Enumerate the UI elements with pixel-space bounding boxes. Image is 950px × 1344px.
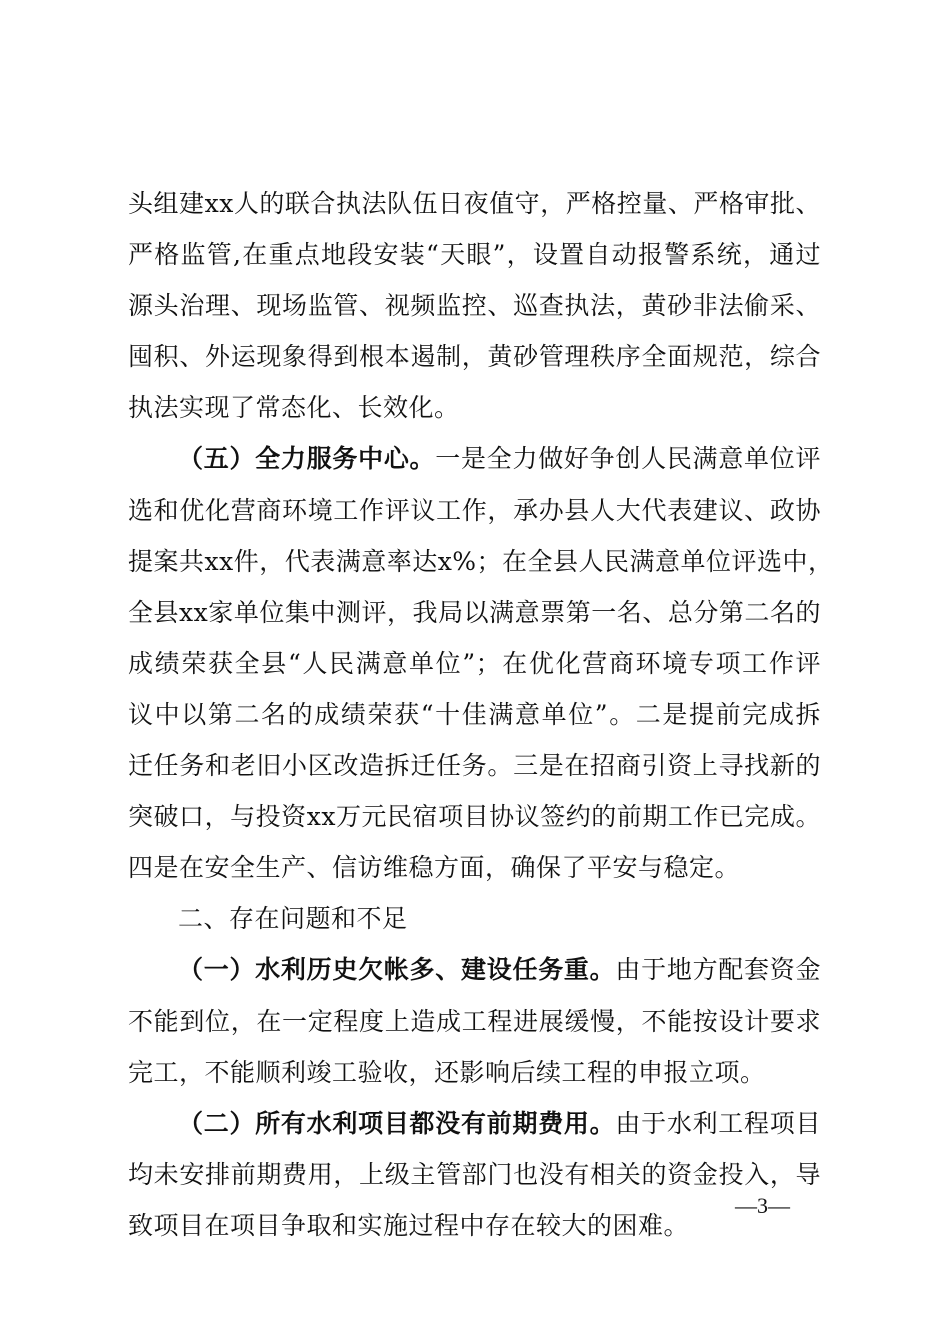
text-line xyxy=(128,998,821,1046)
line-text: 执法实现了常态化、长效化。 xyxy=(128,393,460,423)
paragraph-lead-heading: （一）水利历史欠帐多、建设任务重。 xyxy=(178,955,616,985)
line-text: 提案共xx件，代表满意率达x%；在全县人民满意单位评选中， xyxy=(128,546,834,576)
text-line xyxy=(128,589,821,637)
text-line xyxy=(128,180,821,228)
text-line xyxy=(128,1049,821,1097)
document-body xyxy=(128,180,834,1253)
text-line xyxy=(128,1100,821,1148)
text-line xyxy=(128,435,821,483)
line-text: 头组建xx人的联合执法队伍日夜值守，严格控量、严格审批、 xyxy=(128,189,821,218)
line-text: 成绩荣获全县“人民满意单位”；在优化营商环境专项工作评 xyxy=(128,648,821,678)
line-text: 全县xx家单位集中测评，我局以满意票第一名、总分第二名的 xyxy=(128,597,821,627)
text-line xyxy=(128,487,821,535)
line-text: 致项目在项目争取和实施过程中存在较大的困难。 xyxy=(128,1210,690,1240)
line-text: 选和优化营商环境工作评议工作，承办县人大代表建议、政协 xyxy=(128,495,821,525)
text-line xyxy=(128,333,821,381)
text-line xyxy=(128,538,834,586)
text-line xyxy=(128,231,821,279)
line-text: 不能到位，在一定程度上造成工程进展缓慢，不能按设计要求 xyxy=(128,1006,821,1036)
line-text: 由于地方配套资金 xyxy=(615,955,821,985)
line-text: 均未安排前期费用，上级主管部门也没有相关的资金投入，导 xyxy=(128,1159,821,1189)
line-text: 严格监管,在重点地段安装“天眼”，设置自动报警系统，通过 xyxy=(128,240,821,270)
line-text: 迁任务和老旧小区改造拆迁任务。三是在招商引资上寻找新的 xyxy=(128,751,821,781)
line-text: 源头治理、现场监管、视频监控、巡查执法，黄砂非法偷采、 xyxy=(128,291,821,321)
line-text: 议中以第二名的成绩荣获“十佳满意单位”。二是提前完成拆 xyxy=(128,699,821,729)
paragraph-lead-heading: （二）所有水利项目都没有前期费用。 xyxy=(178,1108,616,1138)
paragraph-lead-heading: （五）全力服务中心。 xyxy=(178,444,436,474)
text-line xyxy=(128,384,821,432)
text-line xyxy=(128,282,821,330)
text-line xyxy=(128,793,821,841)
line-text: 一是全力做好争创人民满意单位评 xyxy=(435,444,821,474)
text-line xyxy=(128,1151,821,1199)
text-line xyxy=(128,742,821,790)
text-line xyxy=(128,844,821,892)
text-line xyxy=(128,691,821,739)
line-text: 二、存在问题和不足 xyxy=(178,904,408,934)
line-text: 完工，不能顺利竣工验收，还影响后续工程的申报立项。 xyxy=(128,1057,766,1087)
text-line xyxy=(128,1202,821,1250)
text-line xyxy=(128,640,821,688)
page-number: —3— xyxy=(735,1193,790,1218)
section-heading xyxy=(128,895,821,943)
line-text: 由于水利工程项目 xyxy=(615,1108,821,1138)
line-text: 囤积、外运现象得到根本遏制，黄砂管理秩序全面规范，综合 xyxy=(128,342,821,372)
text-line xyxy=(128,946,821,994)
line-text: 四是在安全生产、信访维稳方面，确保了平安与稳定。 xyxy=(128,853,741,883)
line-text: 突破口，与投资xx万元民宿项目协议签约的前期工作已完成。 xyxy=(128,802,821,832)
